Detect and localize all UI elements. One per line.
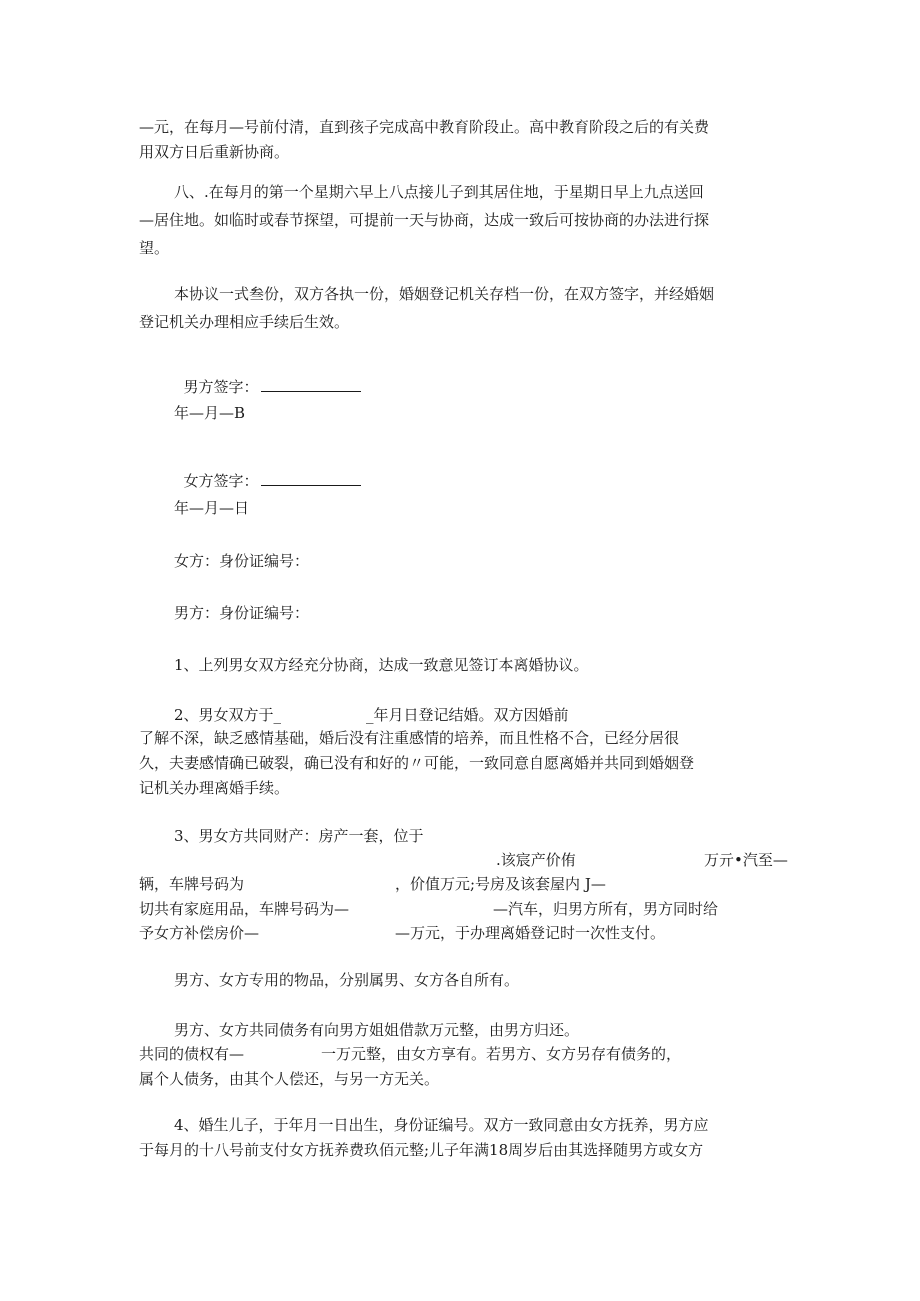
male-signature-field — [174, 357, 361, 396]
text-line: 望。 — [139, 239, 170, 257]
text-line: 记机关办理离婚手续。 — [139, 779, 290, 797]
text-line: 男方、女方专用的物品，分别属男、女方各自所有。 — [174, 971, 520, 989]
female-signature-line — [261, 471, 361, 486]
text-line: 万亓•汽至— — [704, 851, 788, 869]
text-line: 一万元整，由女方享有。若男方、女方另存有债务的， — [321, 1045, 682, 1063]
text-line: .该宸产价侑 — [496, 851, 576, 869]
text-line: 登记机关办理相应手续后生效。 — [139, 313, 350, 331]
text-line: 3、男女方共同财产：房产一套，位于 — [174, 827, 424, 845]
text-line: 予女方补偿房价— — [139, 924, 260, 942]
text-line: 属个人债务，由其个人偿还，与另一方无关。 — [139, 1070, 440, 1088]
date-line: 年—月—日 — [174, 499, 250, 517]
male-signature-label: 男方签字： — [183, 378, 259, 396]
text-line: —居住地。如临时或春节探望，可提前一天与协商，达成一致后可按协商的办法进行探 — [139, 211, 710, 229]
text-line: 1、上列男女双方经充分协商，达成一致意见签订本离婚协议。 — [174, 656, 589, 674]
female-signature-label: 女方签字： — [183, 472, 259, 490]
text-line: 于每月的十八号前支付女方抚养费玖佰元整;儿子年满18周岁后由其选择随男方或女方 — [139, 1141, 704, 1159]
text-line: 八、.在每月的第一个星期六早上八点接儿子到其居住地，于星期日早上九点送回 — [174, 183, 704, 201]
female-signature-field — [174, 451, 361, 490]
male-id-line: 男方：身份证编号： — [174, 604, 310, 622]
text-line: 4、婚生儿子，于年月一日出生，身份证编号。双方一致同意由女方抚养，男方应 — [174, 1116, 709, 1134]
text-line: 本协议一式叁份，双方各执一份，婚姻登记机关存档一份，在双方签字，并经婚姻 — [174, 285, 715, 303]
text-line: —汽车，归男方所有，男方同时给 — [493, 900, 719, 918]
text-line: 辆，车牌号码为 — [139, 875, 245, 893]
text-line: —元，在每月—号前付清，直到孩子完成高中教育阶段止。高中教育阶段之后的有关费 — [139, 118, 710, 136]
text-line: 共同的债权有— — [139, 1045, 245, 1063]
text-line: 久，夫妻感情确已破裂，确已没有和好的〃可能，一致同意自愿离婚并共同到婚姻登 — [139, 754, 695, 772]
date-line: 年—月—B — [174, 404, 246, 422]
text-line: 男方、女方共同债务有向男方姐姐借款万元整，由男方归还。 — [174, 1021, 580, 1039]
male-signature-line — [261, 377, 361, 392]
text-line: —万元，于办理离婚登记时一次性支付。 — [395, 924, 666, 942]
text-line: 用双方日后重新协商。 — [139, 143, 290, 161]
text-line: 切共有家庭用品，车牌号码为— — [139, 900, 350, 918]
text-line: ，价值万元;号房及该套屋内 J— — [395, 875, 606, 893]
female-id-line: 女方：身份证编号： — [174, 552, 310, 570]
text-line: _年月日登记结婚。双方因婚前 — [366, 706, 569, 724]
text-line: 2、男女双方于_ — [174, 706, 282, 724]
text-line: 了解不深，缺乏感情基础，婚后没有注重感情的培养，而且性格不合，已经分居很 — [139, 729, 680, 747]
